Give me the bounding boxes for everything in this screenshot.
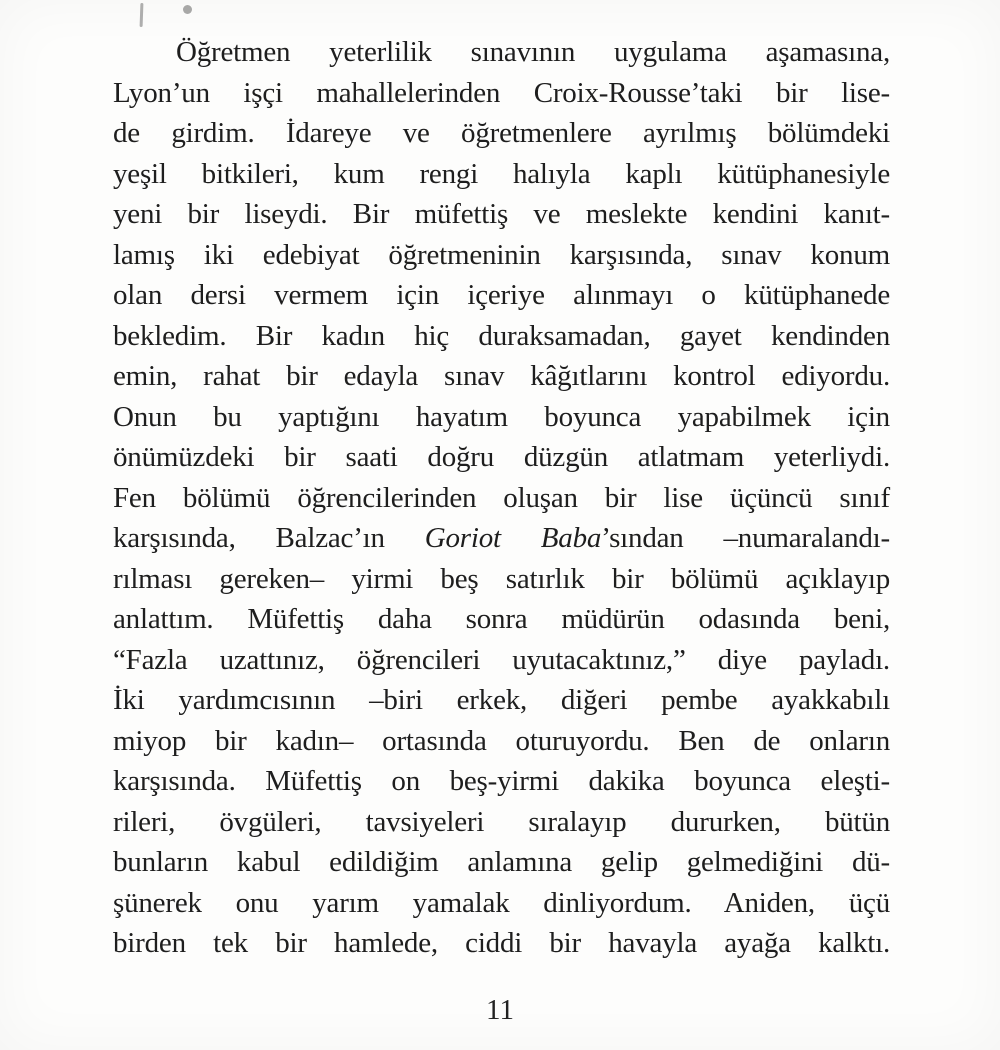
text-line-content: karşısında, Balzac’ın [113, 522, 425, 554]
text-line-content: önümüzdeki bir saati doğru düzgün atlatmam yeterliydi. [113, 441, 890, 473]
text-line-content: anlattım. Müfettiş daha sonra müdürün odasında beni, [113, 603, 890, 635]
text-line-content: bekledim. Bir kadın hiç duraksamadan, gayet kendinden [113, 319, 890, 352]
text-line [113, 316, 890, 357]
text-line-content: rılması gereken– yirmi beş satırlık bir bölümü açıklayıp [113, 562, 890, 595]
text-line [113, 356, 890, 397]
text-line [113, 397, 890, 438]
text-line-content: olan dersi vermem için içeriye alınmayı o kütüphanede [113, 279, 890, 311]
text-line [113, 802, 890, 843]
text-line-with-book-title [113, 518, 890, 559]
page-number: 11 [486, 994, 514, 1026]
text-line [113, 154, 890, 195]
text-line [113, 73, 890, 114]
text-line-content: Fen bölümü öğrencilerinden oluşan bir lise üçüncü sınıf [113, 481, 890, 514]
text-line [113, 113, 890, 154]
text-line [113, 275, 890, 316]
text-line [113, 842, 890, 883]
text-line-content: rileri, övgüleri, tavsiyeleri sıralayıp dururken, bütün [113, 805, 890, 838]
text-line [113, 599, 890, 640]
text-line-content: de girdim. İdareye ve öğretmenlere ayrılmış bölümdeki [113, 117, 890, 149]
text-line [113, 559, 890, 600]
text-line-content: yeşil bitkileri, kum rengi halıyla kaplı kütüphanesiyle [113, 157, 890, 190]
text-line-content: miyop bir kadın– ortasında oturuyordu. Ben de onların [113, 724, 890, 757]
text-line-content: Öğretmen yeterlilik sınavının uygulama aşamasına, [176, 36, 890, 68]
text-line-content: Onun bu yaptığını hayatım boyunca yapabilmek için [113, 400, 890, 433]
text-line-content: ’sından –numaralandı- [601, 522, 890, 554]
text-line [113, 478, 890, 519]
body-text-paragraph [113, 32, 890, 964]
text-line-content: birden tek bir hamlede, ciddi bir havayla ayağa kalktı. [113, 927, 890, 959]
text-line-content: karşısında. Müfettiş on beş-yirmi dakika boyunca eleşti- [113, 765, 890, 797]
text-line [113, 640, 890, 681]
text-line-content: “Fazla uzattınız, öğrencileri uyutacaktınız,” diye payladı. [113, 643, 890, 676]
text-line-content: İki yardımcısının –biri erkek, diğeri pembe ayakkabılı [113, 684, 890, 716]
book-title-italic: Goriot Baba [424, 522, 602, 554]
text-line-content: Lyon’un işçi mahallelerinden Croix-Rousse’taki bir lise- [113, 76, 890, 109]
text-line [113, 761, 890, 802]
text-line [113, 32, 890, 73]
text-line-content: lamış iki edebiyat öğretmeninin karşısında, sınav konum [113, 238, 890, 271]
text-line-content: bunların kabul edildiğim anlamına gelip gelmediğini dü- [113, 846, 890, 878]
text-line-content: yeni bir liseydi. Bir müfettiş ve meslekte kendini kanıt- [113, 198, 890, 230]
text-line [113, 721, 890, 762]
text-line [113, 235, 890, 276]
text-line [113, 680, 890, 721]
text-line [113, 883, 890, 924]
text-line-content: şünerek onu yarım yamalak dinliyordum. Aniden, üçü [113, 886, 890, 919]
text-line [113, 194, 890, 235]
text-line-content: emin, rahat bir edayla sınav kâğıtlarını kontrol ediyordu. [113, 360, 890, 392]
scan-artifact-streak [140, 3, 144, 27]
text-line [113, 923, 890, 964]
text-line [113, 437, 890, 478]
scan-artifact-dot [183, 5, 192, 14]
